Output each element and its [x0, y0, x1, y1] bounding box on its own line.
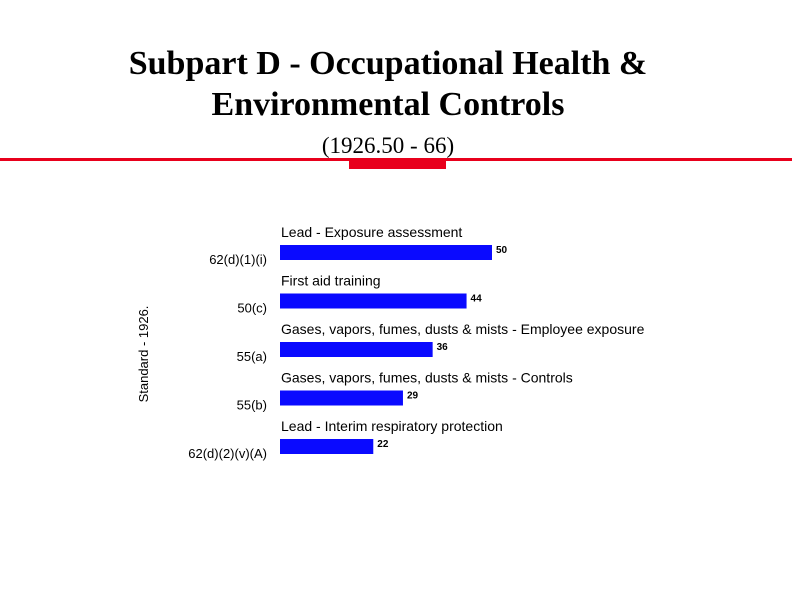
bar-value-label: 44: [470, 293, 482, 305]
bar-description-label: Lead - Interim respiratory protection: [281, 418, 503, 434]
slide-title-line2: Environmental Controls: [211, 86, 565, 123]
y-tick-label: 55(b): [236, 397, 267, 413]
y-tick-label: 62(d)(1)(i): [209, 252, 267, 267]
bar: [280, 391, 403, 406]
bars-layer: [188, 224, 644, 461]
y-tick-label: 62(d)(2)(v)(A): [188, 446, 267, 461]
bar: [280, 439, 373, 454]
slide-subtitle: (1926.50 - 66): [321, 133, 455, 158]
bar: [280, 294, 467, 309]
bar-description-label: Lead - Exposure assessment: [281, 224, 463, 240]
bar: [280, 342, 433, 357]
y-tick-label: 55(a): [236, 349, 267, 364]
y-axis-label: Standard - 1926.: [136, 305, 151, 403]
bar-value-label: 22: [377, 439, 389, 450]
slide-title-line1: Subpart D - Occupational Health &: [128, 45, 648, 82]
bar-value-label: 29: [406, 390, 419, 402]
bar-description-label: Gases, vapors, fumes, dusts & mists - Employee exposure: [281, 321, 645, 337]
bar-value-label: 50: [496, 245, 508, 256]
bar-description-label: First aid training: [281, 272, 381, 289]
bar-value-label: 36: [436, 342, 448, 353]
y-tick-label: 50(c): [237, 300, 267, 316]
bar-description-label: Gases, vapors, fumes, dusts & mists - Controls: [281, 369, 573, 386]
bar: [280, 245, 492, 260]
